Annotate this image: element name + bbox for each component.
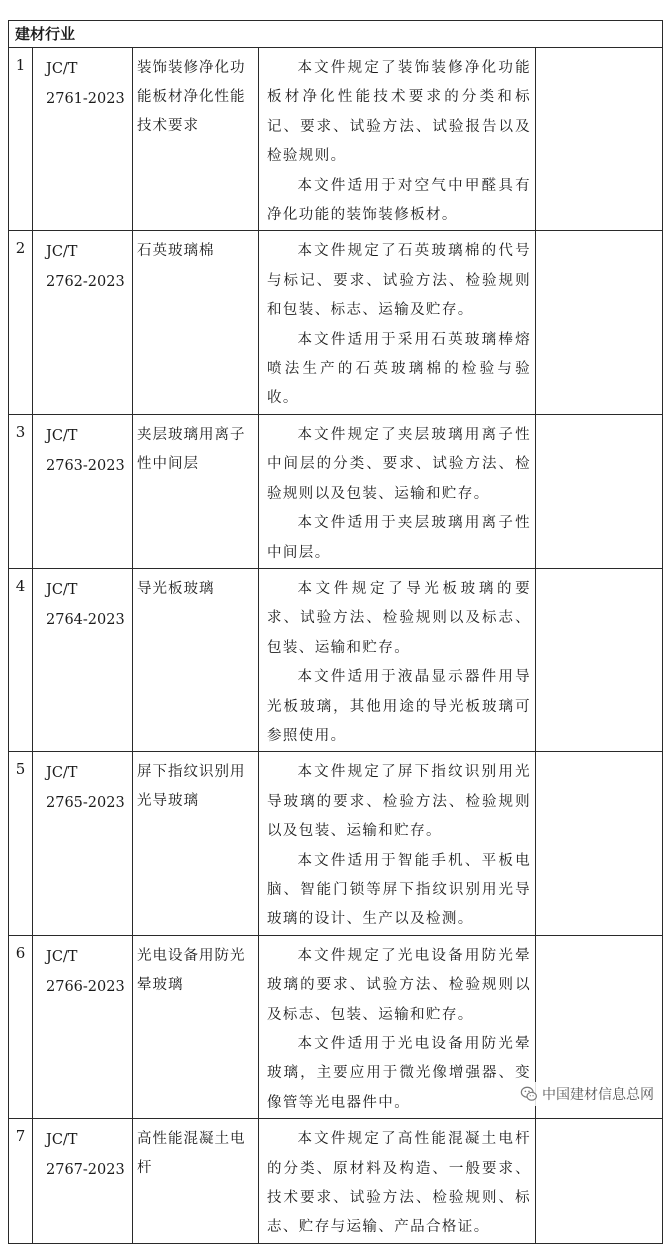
table-row	[9, 414, 663, 568]
standard-code-line: JC/T	[46, 765, 78, 782]
empty-cell	[536, 752, 663, 935]
content-paragraph: 本文件适用于智能手机、平板电脑、智能门锁等屏下指纹识别用光导玻璃的设计、生产以及检测。	[267, 852, 531, 928]
content-paragraph: 本文件规定了屏下指纹识别用光导玻璃的要求、检验方法、检验规则以及包装、运输和贮存。	[267, 764, 531, 840]
empty-cell	[536, 414, 663, 568]
standard-code	[33, 414, 133, 568]
standard-code-line: 2767-2023	[46, 1162, 125, 1179]
row-number: 2	[9, 231, 33, 414]
empty-cell	[536, 1119, 663, 1244]
standard-content	[259, 1119, 536, 1244]
content-paragraph: 本文件规定了光电设备用防光晕玻璃的要求、试验方法、检验规则以及标志、包装、运输和贮存。	[267, 947, 531, 1023]
standard-code-line: 2766-2023	[46, 978, 125, 995]
standard-name: 装饰装修净化功能板材净化性能技术要求	[133, 48, 259, 231]
standard-code	[33, 1119, 133, 1244]
table-row	[9, 568, 663, 751]
empty-cell	[536, 568, 663, 751]
row-number: 7	[9, 1119, 33, 1244]
content-paragraph: 本文件适用于对空气中甲醛具有净化功能的装饰装修板材。	[267, 177, 531, 224]
watermark-text: 中国建材信息总网	[542, 1087, 654, 1103]
content-paragraph: 本文件适用于采用石英玻璃棒熔喷法生产的石英玻璃棉的检验与验收。	[267, 331, 531, 407]
standard-code-line: 2765-2023	[46, 795, 125, 812]
table-row	[9, 752, 663, 935]
empty-cell	[536, 231, 663, 414]
standard-code-line: 2762-2023	[46, 274, 125, 291]
content-paragraph: 本文件适用于夹层玻璃用离子性中间层。	[267, 515, 531, 561]
standard-code-line: JC/T	[46, 244, 78, 261]
section-title: 建材行业	[9, 21, 663, 48]
content-paragraph: 本文件规定了装饰装修净化功能板材净化性能技术要求的分类和标记、要求、试验方法、试验报告以及检验规则。	[267, 60, 531, 165]
watermark	[516, 1082, 658, 1106]
row-number: 1	[9, 48, 33, 231]
standard-content	[259, 935, 536, 1118]
content-paragraph: 本文件规定了高性能混凝土电杆的分类、原材料及构造、一般要求、技术要求、试验方法、检验规则、标志、贮存与运输、产品合格证。	[267, 1131, 531, 1236]
table-row	[9, 1119, 663, 1244]
content-paragraph: 本文件规定了夹层玻璃用离子性中间层的分类、要求、试验方法、检验规则以及包装、运输和贮存。	[267, 426, 531, 502]
content-paragraph: 本文件适用于光电设备用防光晕玻璃，主要应用于微光像增强器、变像管等光电器件中。	[267, 1036, 531, 1111]
standard-name: 高性能混凝土电杆	[133, 1119, 259, 1244]
standard-code	[33, 935, 133, 1118]
row-number: 5	[9, 752, 33, 935]
table-row	[9, 231, 663, 414]
standard-name: 光电设备用防光晕玻璃	[133, 935, 259, 1118]
content-paragraph: 本文件适用于液晶显示器件用导光板玻璃，其他用途的导光板玻璃可参照使用。	[267, 669, 531, 744]
content-paragraph: 本文件规定了石英玻璃棉的代号与标记、要求、试验方法、检验规则和包装、标志、运输及贮存。	[267, 243, 531, 319]
section-header-row	[9, 21, 663, 48]
standard-content	[259, 752, 536, 935]
standard-name: 石英玻璃棉	[133, 231, 259, 414]
row-number: 3	[9, 414, 33, 568]
standard-name: 屏下指纹识别用光导玻璃	[133, 752, 259, 935]
standard-content	[259, 231, 536, 414]
standard-code-line: 2763-2023	[46, 457, 125, 474]
empty-cell	[536, 48, 663, 231]
standard-code-line: JC/T	[46, 581, 78, 598]
standard-name: 夹层玻璃用离子性中间层	[133, 414, 259, 568]
standard-code-line: JC/T	[46, 948, 78, 965]
standard-content	[259, 568, 536, 751]
standard-code	[33, 231, 133, 414]
wechat-icon	[520, 1085, 538, 1103]
standard-code-line: 2764-2023	[46, 611, 125, 628]
row-number: 6	[9, 935, 33, 1118]
standard-code	[33, 752, 133, 935]
standard-code-line: 2761-2023	[46, 91, 125, 107]
standard-code-line: JC/T	[46, 61, 78, 77]
standard-code	[33, 48, 133, 231]
content-paragraph: 本文件规定了导光板玻璃的要求、试验方法、检验规则以及标志、包装、运输和贮存。	[267, 580, 531, 656]
standard-content	[259, 414, 536, 568]
standard-name: 导光板玻璃	[133, 568, 259, 751]
standard-content	[259, 48, 536, 231]
standard-code-line: JC/T	[46, 1132, 78, 1149]
table-row	[9, 48, 663, 231]
row-number: 4	[9, 568, 33, 751]
standard-code-line: JC/T	[46, 427, 78, 444]
standard-code	[33, 568, 133, 751]
standards-table	[8, 20, 663, 1244]
